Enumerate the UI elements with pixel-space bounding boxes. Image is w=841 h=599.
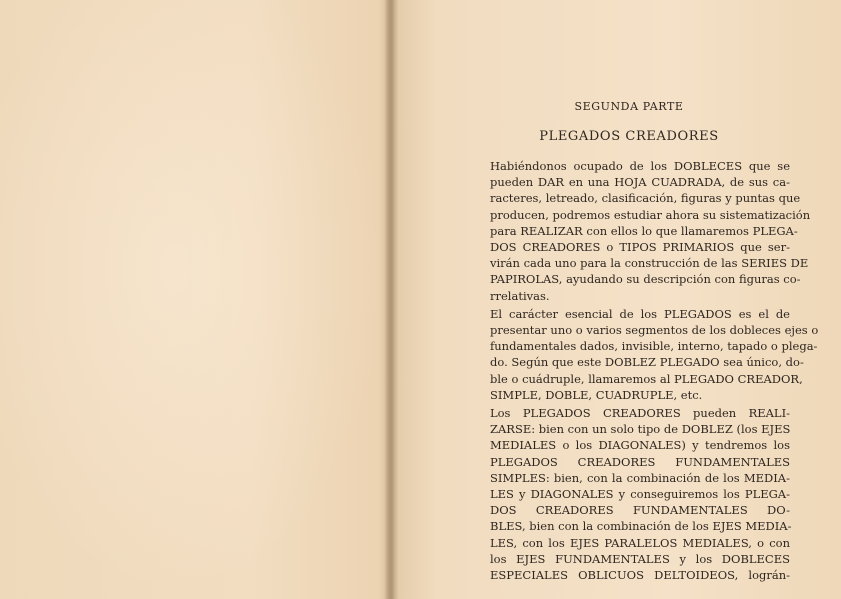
text-line: fundamentales dados, invisible, interno, tapado o plega- [490,339,818,354]
text-line: SIMPLES: bien, con la combinación de los MEDIA- [490,470,790,485]
text-line: racteres, letreado, clasificación, figuras y puntas que [490,191,801,206]
text-line: DOS CREADORES o TIPOS PRIMARIOS que ser- [490,240,790,255]
paragraph-1 [468,158,811,304]
text-line: ZARSE: bien con un solo tipo de DOBLEZ (los EJES [490,422,791,437]
text-line: para REALIZAR con ellos lo que llamaremos PLEGA- [490,223,798,238]
left-page-blank [0,0,388,599]
book-gutter [384,0,394,599]
paragraph-3 [468,405,790,583]
text-line: PLEGADOS CREADORES FUNDAMENTALES [490,454,790,469]
text-line: producen, podremos estudiar ahora su sistematización [490,207,811,222]
text-line: virán cada uno para la construcción de las SERIES DE [490,256,809,271]
text-line: Los PLEGADOS CREADORES pueden REALI- [490,406,790,421]
text-line: do. Según que este DOBLEZ PLEGADO sea único, do- [490,355,804,370]
text-line: pueden DAR en una HOJA CUADRADA, de sus ca- [490,175,790,190]
part-heading: SEGUNDA PARTE [574,100,684,113]
text-line: MEDIALES o los DIAGONALES) y tendremos los [490,438,790,453]
paragraph-2 [468,306,819,403]
text-line: ESPECIALES OBLICUOS DELTOIDEOS, lográn- [490,568,790,583]
text-line: presentar uno o varios segmentos de los dobleces ejes o [490,323,819,338]
text-line: SIMPLE, DOBLE, CUADRUPLE, etc. [490,387,703,402]
text-line: Habiéndonos ocupado de los DOBLECES que se [490,159,790,173]
chapter-title: PLEGADOS CREADORES [539,129,719,144]
text-line: DOS CREADORES FUNDAMENTALES DO- [490,503,790,518]
text-line: BLES, bien con la combinación de los EJES MEDIA- [490,519,792,534]
text-line: PAPIROLAS, ayudando su descripción con figuras co- [490,272,801,287]
text-line: ble o cuádruple, llamaremos al PLEGADO CREADOR, [490,371,803,386]
text-line: los EJES FUNDAMENTALES y los DOBLECES [490,551,790,566]
text-line: LES y DIAGONALES y conseguiremos los PLEGA- [490,487,790,502]
text-line: LES, con los EJES PARALELOS MEDIALES, o con [490,535,790,550]
text-line: rrelativas. [490,288,550,303]
text-line: El carácter esencial de los PLEGADOS es el de [490,306,790,321]
right-page-text [468,100,819,583]
